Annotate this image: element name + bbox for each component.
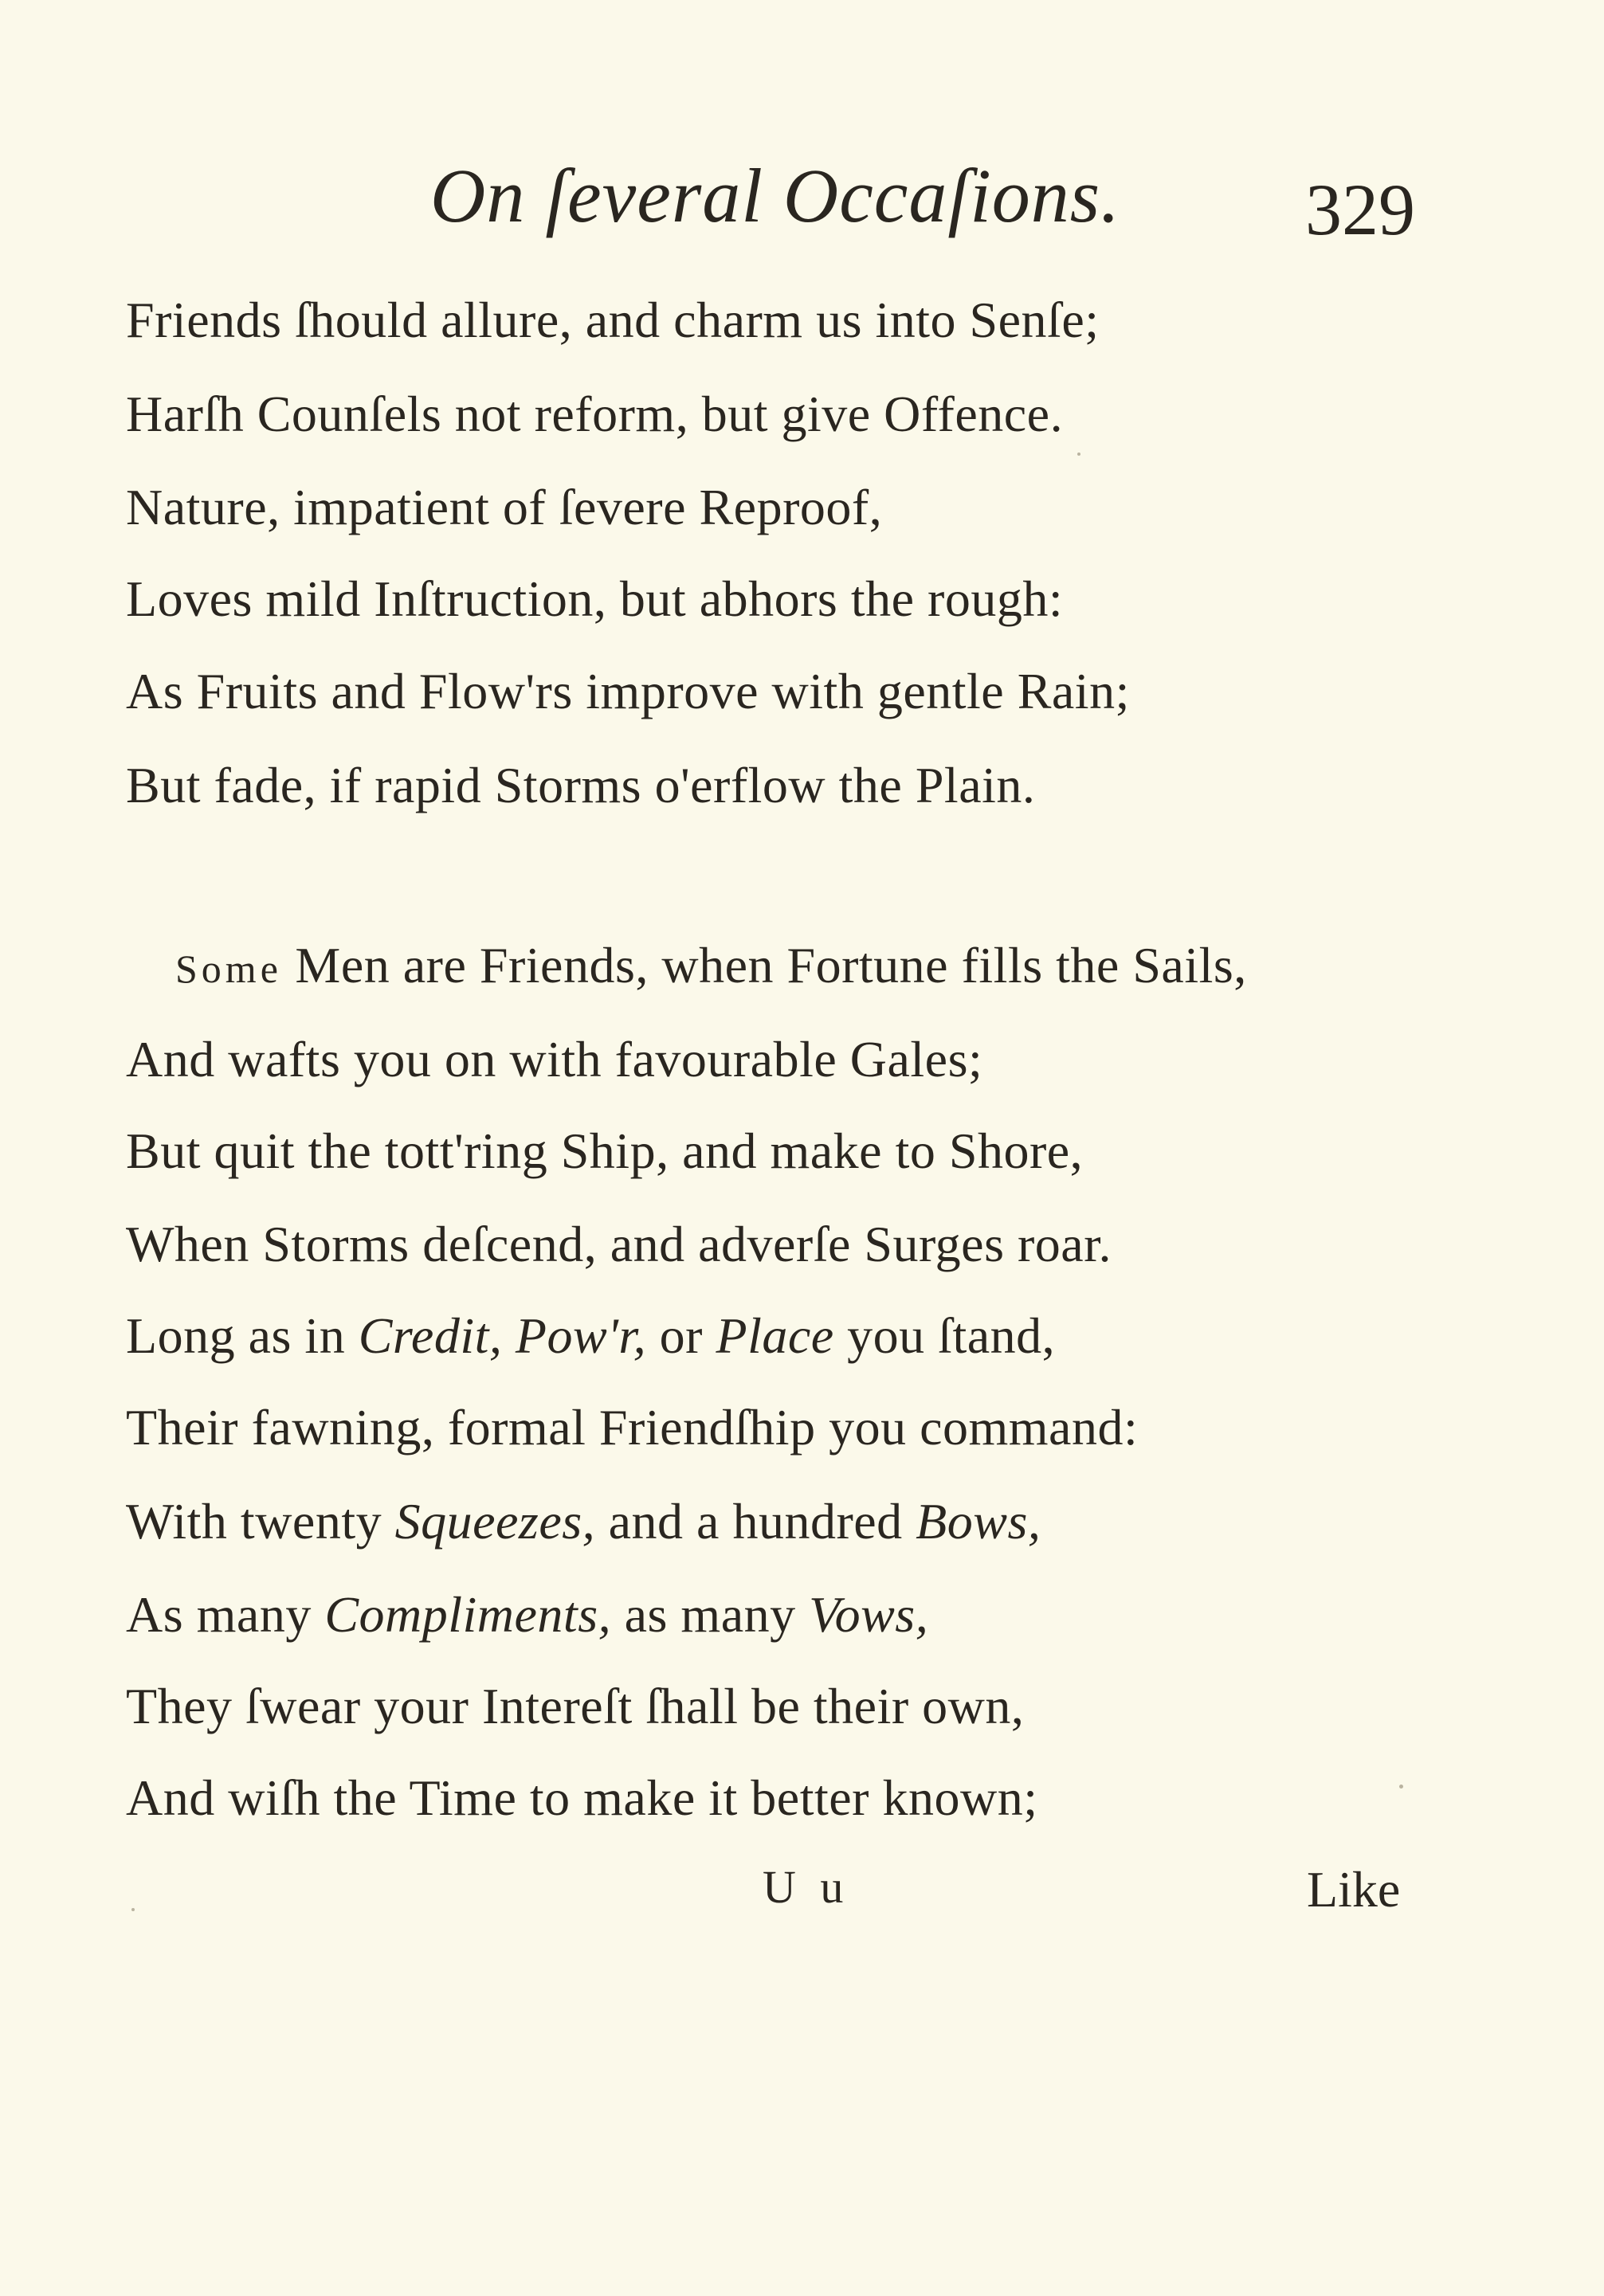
verse-text xyxy=(502,1307,516,1364)
verse-line xyxy=(126,1307,1056,1364)
italic-word: Place xyxy=(716,1307,834,1364)
verse-line: But quit the tott'ring Ship, and make to Shore, xyxy=(126,1123,1084,1179)
verse-line: But fade, if rapid Storms o'erflow the Plain. xyxy=(126,757,1036,813)
verse-line: And wiſh the Time to make it better known; xyxy=(126,1769,1038,1826)
verse-line: As Fruits and Flow'rs improve with gentle Rain; xyxy=(126,663,1130,719)
catchword: Like xyxy=(1307,1861,1401,1918)
italic-word: Pow'r, xyxy=(515,1307,647,1364)
italic-word: Bows, xyxy=(916,1493,1041,1550)
verse-text: Men are Friends, when Fortune fills the Sails, xyxy=(281,937,1247,993)
italic-word: Squeezes, xyxy=(394,1493,596,1550)
verse-line: Their fawning, formal Friendſhip you command: xyxy=(126,1399,1139,1456)
small-caps-word: Some xyxy=(175,946,282,991)
running-title: On ſeveral Occaſions. xyxy=(430,153,1121,238)
verse-line: Harſh Counſels not reform, but give Offence. xyxy=(126,386,1064,442)
verse-text: you ſtand, xyxy=(833,1307,1056,1364)
verse-line: When Storms deſcend, and adverſe Surges roar. xyxy=(126,1216,1112,1272)
verse-text: With twenty xyxy=(126,1493,395,1550)
paper-speck xyxy=(1077,453,1080,456)
verse-line: They ſwear your Intereſt ſhall be their own, xyxy=(126,1678,1025,1734)
verse-line: Loves mild Inſtruction, but abhors the rough: xyxy=(126,570,1064,627)
signature-mark: U u xyxy=(763,1861,850,1913)
verse-text: or xyxy=(646,1307,716,1364)
italic-word: Credit, xyxy=(358,1307,503,1364)
verse-line: And wafts you on with favourable Gales; xyxy=(126,1031,983,1087)
verse-line xyxy=(126,1493,1041,1550)
verse-text: as many xyxy=(611,1586,810,1643)
italic-word: Compliments, xyxy=(324,1586,612,1643)
italic-word: Vows, xyxy=(809,1586,929,1643)
paper-speck xyxy=(1399,1785,1403,1789)
verse-text: As many xyxy=(126,1586,325,1643)
paper-speck xyxy=(131,1908,135,1911)
verse-text: and a hundred xyxy=(595,1493,916,1550)
verse-line xyxy=(175,937,1247,994)
verse-line: Friends ſhould allure, and charm us into Senſe; xyxy=(126,292,1100,348)
page-number: 329 xyxy=(1305,169,1415,250)
verse-line xyxy=(126,1586,929,1643)
verse-line: Nature, impatient of ſevere Reproof, xyxy=(126,479,883,535)
verse-text: Long as in xyxy=(126,1307,359,1364)
